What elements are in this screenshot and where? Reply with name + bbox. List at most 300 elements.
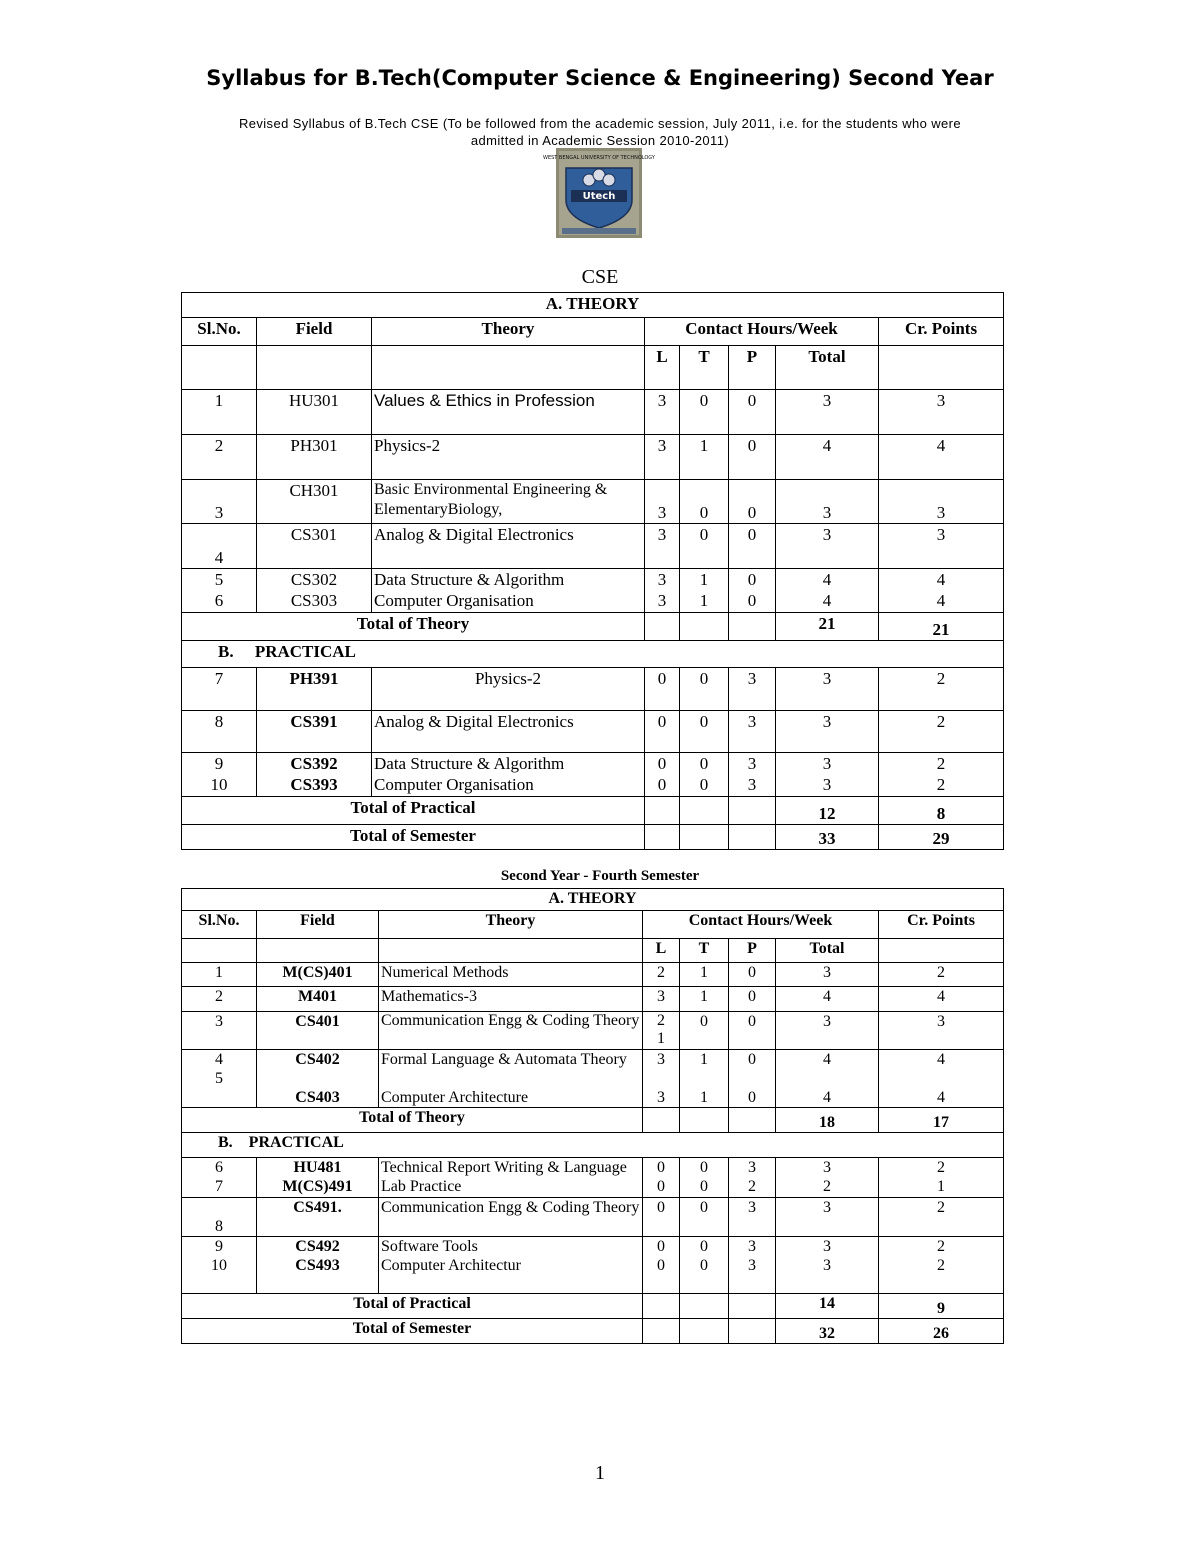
cell-sl: 2 xyxy=(182,435,257,480)
theory-section-label: A. THEORY xyxy=(182,293,1004,318)
col-header-field: Field xyxy=(257,318,372,346)
cell-t: 0 xyxy=(680,524,729,569)
col-header-credit: Cr. Points xyxy=(879,911,1004,939)
cell-total: 3 xyxy=(776,963,879,987)
cell-field: M(CS)401 xyxy=(257,963,379,987)
cell-name-b: Computer Organisation xyxy=(374,591,534,610)
practical-section-row xyxy=(182,1133,1004,1158)
cell-t-a: 0 xyxy=(700,1238,708,1255)
cell-cr-b: 1 xyxy=(937,1178,946,1195)
cell-l: 0 xyxy=(643,1198,680,1237)
cell-sl-b: 5 xyxy=(215,1070,223,1087)
cell-total xyxy=(776,1237,879,1294)
table-row xyxy=(182,524,1004,569)
total-theory-row xyxy=(182,613,1004,641)
total-theory-credits: 21 xyxy=(879,613,1004,641)
cell-l: 3 xyxy=(645,480,680,524)
cell-p: 3 xyxy=(729,668,776,711)
cell-l: 3 xyxy=(645,524,680,569)
cell-p: 3 xyxy=(729,1198,776,1237)
table-row-pair xyxy=(182,1050,1004,1108)
table-row-pair xyxy=(182,1237,1004,1294)
cell-field: CS391 xyxy=(257,711,372,753)
cell-l-a: 0 xyxy=(657,1159,665,1176)
empty-cell xyxy=(729,613,776,641)
cell-cr-a: 2 xyxy=(936,754,946,773)
cell-field: CS301 xyxy=(257,524,372,569)
cell-cr-a: 4 xyxy=(937,1051,946,1068)
sub-empty xyxy=(182,939,257,963)
cell-t-a: 0 xyxy=(700,1159,708,1176)
table-row xyxy=(182,668,1004,711)
empty-cell xyxy=(643,1108,680,1133)
cell-field-a: CS492 xyxy=(295,1238,340,1255)
cell-p: 3 xyxy=(729,711,776,753)
table-row xyxy=(182,435,1004,480)
sub-empty xyxy=(372,346,645,390)
cell-field-a: CS392 xyxy=(290,754,338,773)
document-title: Syllabus for B.Tech(Computer Science & Engineering) Second Year xyxy=(206,66,994,90)
total-practical-credits: 9 xyxy=(879,1294,1004,1319)
empty-cell xyxy=(645,825,680,850)
col-header-l: L xyxy=(643,939,680,963)
cell-t-b: 0 xyxy=(700,1178,708,1195)
cell-field: HU301 xyxy=(257,390,372,435)
col-header-sl: Sl.No. xyxy=(182,318,257,346)
cell-sl-a: 6 xyxy=(215,1159,223,1176)
table2-caption: Second Year - Fourth Semester xyxy=(500,868,700,884)
cell-p: 0 xyxy=(729,987,776,1012)
empty-cell xyxy=(680,825,729,850)
cell-name-b: Computer Organisation xyxy=(374,775,534,794)
col-header-theory: Theory xyxy=(372,318,645,346)
cell-field xyxy=(257,1050,379,1108)
cell-l-b: 3 xyxy=(657,591,667,610)
total-theory-label: Total of Theory xyxy=(182,1108,643,1133)
cell-total: 3 xyxy=(776,1198,879,1237)
subheader-row xyxy=(182,346,1004,390)
cell-p-a: 3 xyxy=(747,754,757,773)
table-row xyxy=(182,1198,1004,1237)
cell-cr: 3 xyxy=(879,524,1004,569)
university-logo xyxy=(543,148,655,238)
col-header-sl: Sl.No. xyxy=(182,911,257,939)
cell-l-a: 0 xyxy=(657,754,667,773)
empty-cell xyxy=(729,1319,776,1344)
cell-field-b: CS403 xyxy=(295,1089,340,1106)
cell-field: M401 xyxy=(257,987,379,1012)
empty-cell xyxy=(680,613,729,641)
cell-total-a: 3 xyxy=(823,1159,831,1176)
col-header-field: Field xyxy=(257,911,379,939)
cell-sl: 3 xyxy=(182,1012,257,1050)
cell-name xyxy=(379,1050,643,1108)
cell-sl: 7 xyxy=(182,668,257,711)
cell-t: 0 xyxy=(680,1198,729,1237)
t2-body xyxy=(182,889,1004,1344)
cell-field xyxy=(257,569,372,613)
cell-sl: 4 xyxy=(182,524,257,569)
cell-sl-b: 6 xyxy=(214,591,224,610)
cell-name: Basic Environmental Engineering & ElementaryBiology, xyxy=(372,480,645,524)
cell-cr xyxy=(879,753,1004,797)
cell-name-a: Software Tools xyxy=(381,1238,478,1255)
cell-field-a: HU481 xyxy=(293,1159,342,1176)
logo-text: Utech xyxy=(582,191,616,202)
cell-total-b: 3 xyxy=(822,775,832,794)
empty-cell xyxy=(729,1108,776,1133)
cell-total: 3 xyxy=(776,480,879,524)
cell-t: 0 xyxy=(680,390,729,435)
total-semester-label: Total of Semester xyxy=(182,825,645,850)
subtitle-line-2: admitted in Academic Session 2010-2011) xyxy=(470,133,730,148)
table-row-pair xyxy=(182,753,1004,797)
cell-l-a: 2 xyxy=(657,1012,665,1029)
cell-l-a: 0 xyxy=(657,1238,665,1255)
table-row xyxy=(182,963,1004,987)
cell-sl xyxy=(182,1158,257,1198)
cell-field: PH391 xyxy=(257,668,372,711)
col-header-t: T xyxy=(680,346,729,390)
cell-field xyxy=(257,1237,379,1294)
cell-total-a: 3 xyxy=(822,754,832,773)
cell-field-a: CS302 xyxy=(290,570,338,589)
cell-l: 0 xyxy=(645,668,680,711)
cell-p-b: 0 xyxy=(748,1089,756,1106)
cell-p-b: 3 xyxy=(748,1257,756,1274)
cell-total xyxy=(776,753,879,797)
cell-name-a: Technical Report Writing & Language xyxy=(381,1159,627,1176)
cell-p: 0 xyxy=(729,480,776,524)
total-theory-label: Total of Theory xyxy=(182,613,645,641)
cell-sl-a: 9 xyxy=(215,1238,223,1255)
cell-name: Physics-2 xyxy=(372,435,645,480)
col-header-contact: Contact Hours/Week xyxy=(645,318,879,346)
cell-t-b: 0 xyxy=(700,1257,708,1274)
practical-section-label: B. PRACTICAL xyxy=(182,641,1004,668)
cell-t-b: 0 xyxy=(699,775,709,794)
table-row xyxy=(182,711,1004,753)
practical-section-row xyxy=(182,641,1004,668)
cell-name-b: Computer Architectur xyxy=(381,1257,521,1274)
cell-total: 3 xyxy=(776,390,879,435)
cell-p xyxy=(729,1158,776,1198)
cell-p-b: 3 xyxy=(747,775,757,794)
cell-cr-b: 2 xyxy=(936,775,946,794)
total-practical-label: Total of Practical xyxy=(182,1294,643,1319)
cell-name: Values & Ethics in Profession xyxy=(372,390,645,435)
cell-p-b: 2 xyxy=(748,1178,756,1195)
cell-name-a: Formal Language & Automata Theory xyxy=(381,1051,627,1068)
cell-total-b: 4 xyxy=(823,1089,831,1106)
cell-l: 3 xyxy=(645,390,680,435)
cell-t: 0 xyxy=(680,711,729,753)
cell-name-a: Data Structure & Algorithm xyxy=(374,570,565,589)
cell-t-a: 0 xyxy=(699,754,709,773)
cell-cr: 4 xyxy=(879,987,1004,1012)
cell-p: 0 xyxy=(729,435,776,480)
empty-cell xyxy=(680,797,729,825)
total-semester-credits: 26 xyxy=(879,1319,1004,1344)
cell-name-a: Data Structure & Algorithm xyxy=(374,754,565,773)
total-practical-hours: 14 xyxy=(776,1294,879,1319)
total-semester-hours: 33 xyxy=(776,825,879,850)
cell-cr xyxy=(879,569,1004,613)
cell-sl: 1 xyxy=(182,390,257,435)
empty-cell xyxy=(643,1294,680,1319)
cell-t xyxy=(680,569,729,613)
cell-cr xyxy=(879,1158,1004,1198)
cell-total: 3 xyxy=(776,711,879,753)
col-header-total: Total xyxy=(776,939,879,963)
cell-field-a: CS402 xyxy=(295,1051,340,1068)
table-row-pair xyxy=(182,569,1004,613)
cell-name: Numerical Methods xyxy=(379,963,643,987)
header-row xyxy=(182,318,1004,346)
total-semester-row xyxy=(182,825,1004,850)
cell-cr-b: 4 xyxy=(936,591,946,610)
cell-sl-a: 4 xyxy=(215,1051,223,1068)
cell-cr-b: 4 xyxy=(937,1089,946,1106)
cell-t: 1 xyxy=(680,987,729,1012)
cell-p xyxy=(729,1237,776,1294)
cell-l: 2 xyxy=(643,963,680,987)
cell-field: CH301 xyxy=(257,480,372,524)
fourth-semester-table xyxy=(181,888,1004,1344)
logo-top-text: WEST BENGAL UNIVERSITY OF TECHNOLOGY xyxy=(543,155,655,161)
cell-total xyxy=(776,1050,879,1108)
cell-t xyxy=(680,1050,729,1108)
cell-l-a: 3 xyxy=(657,570,667,589)
empty-cell xyxy=(729,1294,776,1319)
cell-t xyxy=(680,1237,729,1294)
document-subtitle xyxy=(200,115,1000,149)
cell-sl-b: 10 xyxy=(210,775,228,794)
cell-name: Analog & Digital Electronics xyxy=(372,524,645,569)
cell-t xyxy=(680,1158,729,1198)
total-semester-credits: 29 xyxy=(879,825,1004,850)
table-row xyxy=(182,390,1004,435)
cell-sl-b: 7 xyxy=(215,1178,223,1195)
cell-l: 0 xyxy=(645,711,680,753)
cell-p-a: 0 xyxy=(747,570,757,589)
cell-l xyxy=(643,1158,680,1198)
total-practical-row xyxy=(182,797,1004,825)
cell-t-b: 1 xyxy=(700,1089,708,1106)
total-practical-credits: 8 xyxy=(879,797,1004,825)
cell-p: 0 xyxy=(729,390,776,435)
sub-empty xyxy=(182,346,257,390)
cell-l-b: 1 xyxy=(657,1030,665,1047)
cell-field xyxy=(257,753,372,797)
col-header-t: T xyxy=(680,939,729,963)
practical-section-label: B. PRACTICAL xyxy=(182,1133,1004,1158)
col-header-l: L xyxy=(645,346,680,390)
cell-p-a: 3 xyxy=(748,1238,756,1255)
cell-sl: 3 xyxy=(182,480,257,524)
cell-sl-a: 5 xyxy=(214,570,224,589)
cell-l xyxy=(645,569,680,613)
empty-cell xyxy=(680,1294,729,1319)
cell-total: 4 xyxy=(776,435,879,480)
cell-name xyxy=(372,569,645,613)
cell-field-b: CS493 xyxy=(295,1257,340,1274)
cell-name: Physics-2 xyxy=(372,668,645,711)
cell-cr-a: 2 xyxy=(937,1159,946,1176)
cell-l xyxy=(643,1237,680,1294)
total-theory-row xyxy=(182,1108,1004,1133)
theory-section-row xyxy=(182,889,1004,911)
empty-cell xyxy=(729,825,776,850)
col-header-credit: Cr. Points xyxy=(879,318,1004,346)
col-header-theory: Theory xyxy=(379,911,643,939)
col-header-p: P xyxy=(729,346,776,390)
cell-name: Communication Engg & Coding Theory xyxy=(379,1012,643,1050)
cell-total xyxy=(776,569,879,613)
cell-cr-a: 2 xyxy=(937,1238,946,1255)
cell-l: 3 xyxy=(645,435,680,480)
cell-name: Mathematics-3 xyxy=(379,987,643,1012)
cell-cr xyxy=(879,1050,1004,1108)
cell-name: Communication Engg & Coding Theory xyxy=(379,1198,643,1237)
cell-t-b: 1 xyxy=(699,591,709,610)
cell-sl xyxy=(182,1050,257,1108)
cell-l xyxy=(643,1012,680,1050)
empty-cell xyxy=(680,1108,729,1133)
cell-field: PH301 xyxy=(257,435,372,480)
cell-cr: 2 xyxy=(879,668,1004,711)
cell-p: 0 xyxy=(729,963,776,987)
table-row xyxy=(182,987,1004,1012)
cell-t-a: 1 xyxy=(699,570,709,589)
cell-t: 0 xyxy=(680,668,729,711)
sub-empty xyxy=(257,939,379,963)
col-header-p: P xyxy=(729,939,776,963)
cell-p-a: 0 xyxy=(748,1051,756,1068)
table-row-pair xyxy=(182,1158,1004,1198)
cell-sl xyxy=(182,569,257,613)
cell-p xyxy=(729,753,776,797)
cell-cr-a: 4 xyxy=(936,570,946,589)
cell-sl: 8 xyxy=(182,711,257,753)
sub-empty xyxy=(257,346,372,390)
cell-cr: 2 xyxy=(879,1198,1004,1237)
cell-name xyxy=(372,753,645,797)
cell-l-b: 3 xyxy=(657,1089,665,1106)
header-row xyxy=(182,911,1004,939)
cell-total xyxy=(776,1158,879,1198)
cell-t: 0 xyxy=(680,1012,729,1050)
cell-field-b: CS393 xyxy=(290,775,338,794)
cell-t xyxy=(680,753,729,797)
cell-p-a: 3 xyxy=(748,1159,756,1176)
empty-cell xyxy=(643,1319,680,1344)
total-theory-hours: 18 xyxy=(776,1108,879,1133)
cell-total-a: 4 xyxy=(823,1051,831,1068)
cell-t: 0 xyxy=(680,480,729,524)
total-semester-row xyxy=(182,1319,1004,1344)
cell-sl: 8 xyxy=(182,1198,257,1237)
cell-field: CS401 xyxy=(257,1012,379,1050)
third-semester-table xyxy=(181,292,1004,850)
empty-cell xyxy=(680,1319,729,1344)
col-header-contact: Contact Hours/Week xyxy=(643,911,879,939)
total-semester-hours: 32 xyxy=(776,1319,879,1344)
cell-cr: 3 xyxy=(879,480,1004,524)
total-practical-label: Total of Practical xyxy=(182,797,645,825)
cell-total-b: 3 xyxy=(823,1257,831,1274)
cell-field xyxy=(257,1158,379,1198)
cell-field: CS491. xyxy=(257,1198,379,1237)
cell-name xyxy=(379,1237,643,1294)
cell-l-b: 0 xyxy=(657,775,667,794)
cell-p: 0 xyxy=(729,524,776,569)
cell-t-a: 1 xyxy=(700,1051,708,1068)
empty-cell xyxy=(645,613,680,641)
total-practical-row xyxy=(182,1294,1004,1319)
theory-section-label: A. THEORY xyxy=(182,889,1004,911)
total-semester-label: Total of Semester xyxy=(182,1319,643,1344)
cell-field-b: CS303 xyxy=(290,591,338,610)
table-row xyxy=(182,480,1004,524)
cell-total-b: 2 xyxy=(823,1178,831,1195)
cell-total: 3 xyxy=(776,524,879,569)
cell-sl xyxy=(182,753,257,797)
total-practical-hours: 12 xyxy=(776,797,879,825)
cell-p xyxy=(729,1050,776,1108)
cell-t: 1 xyxy=(680,963,729,987)
sub-empty xyxy=(879,346,1004,390)
empty-cell xyxy=(645,797,680,825)
cell-name xyxy=(379,1158,643,1198)
cell-cr xyxy=(879,1237,1004,1294)
table1-caption: CSE xyxy=(581,266,619,288)
cell-name-b: Computer Architecture xyxy=(381,1089,529,1106)
cell-l xyxy=(643,1050,680,1108)
cell-cr: 2 xyxy=(879,963,1004,987)
cell-total: 3 xyxy=(776,1012,879,1050)
cell-l-b: 0 xyxy=(657,1178,665,1195)
sub-empty xyxy=(379,939,643,963)
page-number: 1 xyxy=(595,1462,605,1484)
total-theory-hours: 21 xyxy=(776,613,879,641)
cell-l xyxy=(645,753,680,797)
cell-total-b: 4 xyxy=(822,591,832,610)
cell-total: 4 xyxy=(776,987,879,1012)
total-theory-credits: 17 xyxy=(879,1108,1004,1133)
cell-l-b: 0 xyxy=(657,1257,665,1274)
subheader-row xyxy=(182,939,1004,963)
cell-cr: 3 xyxy=(879,1012,1004,1050)
cell-sl: 1 xyxy=(182,963,257,987)
cell-total: 3 xyxy=(776,668,879,711)
cell-p-b: 0 xyxy=(747,591,757,610)
empty-cell xyxy=(729,797,776,825)
cell-name: Analog & Digital Electronics xyxy=(372,711,645,753)
cell-t: 1 xyxy=(680,435,729,480)
cell-p: 0 xyxy=(729,1012,776,1050)
t1-body xyxy=(182,293,1004,850)
col-header-total: Total xyxy=(776,346,879,390)
cell-cr: 2 xyxy=(879,711,1004,753)
theory-section-row xyxy=(182,293,1004,318)
cell-name-b: Lab Practice xyxy=(381,1178,462,1195)
cell-sl: 2 xyxy=(182,987,257,1012)
cell-p xyxy=(729,569,776,613)
cell-l: 3 xyxy=(643,987,680,1012)
cell-l-a: 3 xyxy=(657,1051,665,1068)
cell-cr: 4 xyxy=(879,435,1004,480)
